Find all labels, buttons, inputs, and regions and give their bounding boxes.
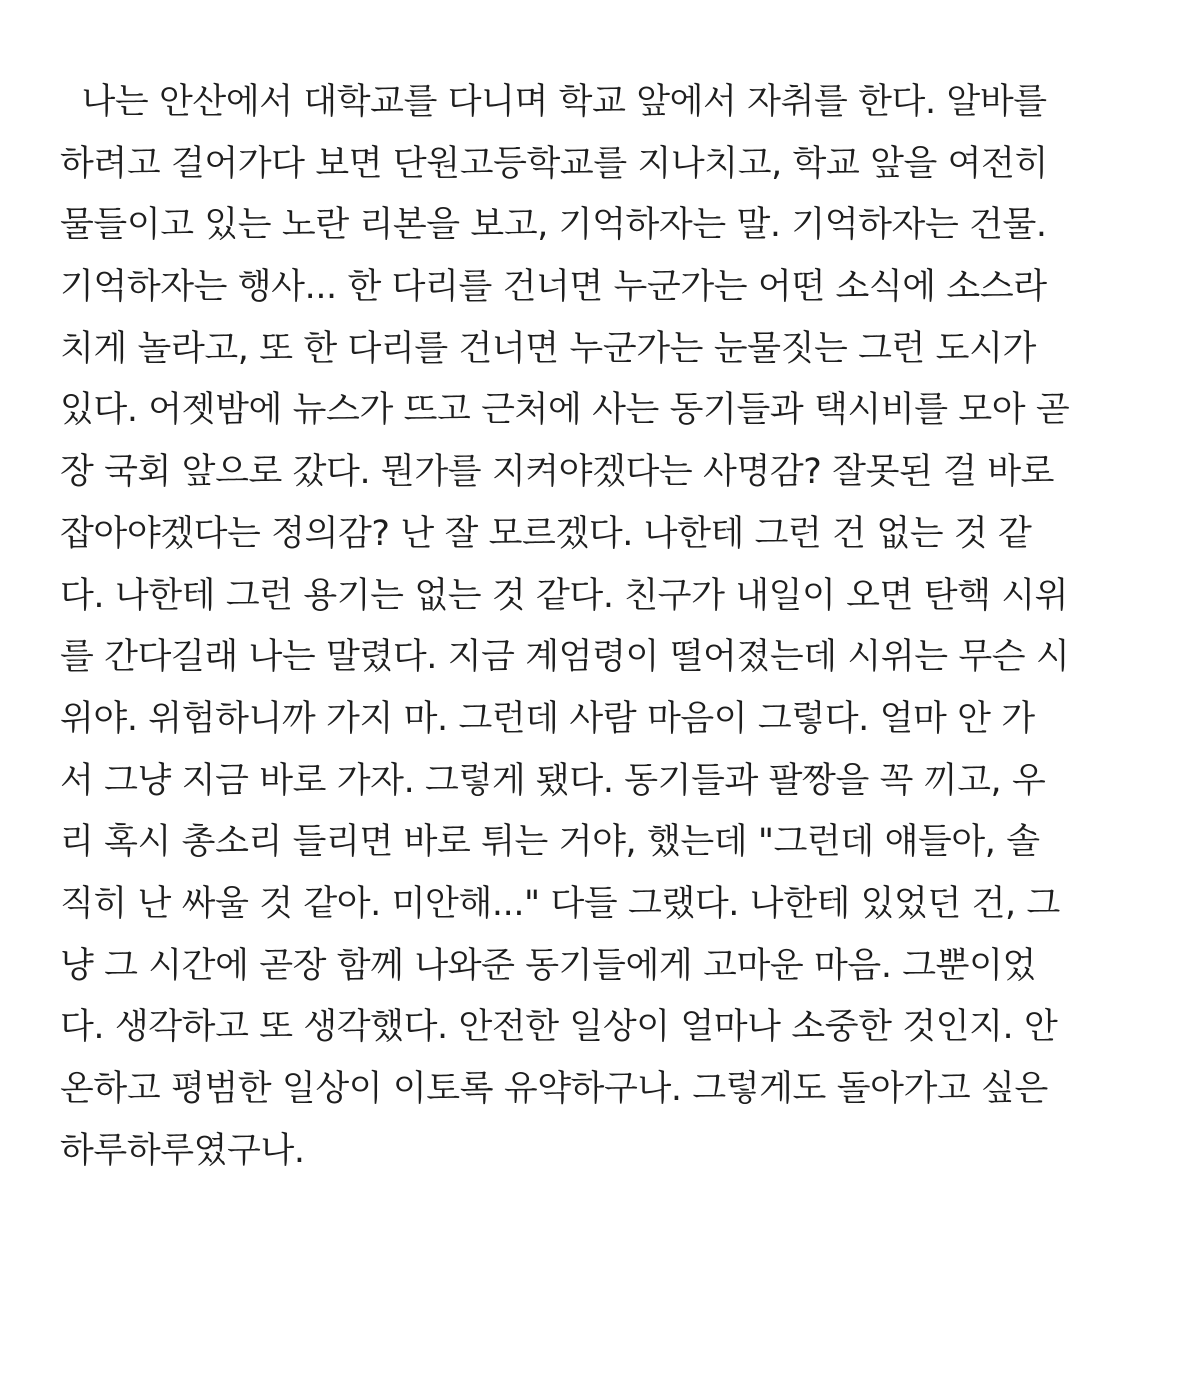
text-line-9: 다. 나한테 그런 용기는 없는 것 같다. 친구가 내일이 오면 탄핵 시위 bbox=[60, 575, 1069, 616]
text-line-5: 치게 놀라고, 또 한 다리를 건너면 누군가는 눈물짓는 그런 도시가 bbox=[60, 328, 1036, 369]
text-line-17: 온하고 평범한 일상이 이토록 유약하구나. 그렇게도 돌아가고 싶은 bbox=[60, 1069, 1048, 1109]
text-line-15: 냥 그 시간에 곧장 함께 나와준 동기들에게 고마운 마음. 그뿐이었 bbox=[60, 945, 1036, 986]
text-line-3: 물들이고 있는 노란 리본을 보고, 기억하자는 말. 기억하자는 건물. bbox=[60, 205, 1047, 246]
text-line-7: 장 국회 앞으로 갔다. 뭔가를 지켜야겠다는 사명감? 잘못된 걸 바로 bbox=[60, 452, 1055, 493]
text-line-11: 위야. 위험하니까 가지 마. 그런데 사람 마음이 그렇다. 얼마 안 가 bbox=[60, 698, 1035, 739]
text-line-13: 리 혹시 총소리 들리면 바로 튀는 거야, 했는데 "그런데 얘들아, 솔 bbox=[60, 822, 1040, 863]
text-line-6: 있다. 어젯밤에 뉴스가 뜨고 근처에 사는 동기들과 택시비를 모아 곧 bbox=[60, 390, 1070, 431]
text-line-8: 잡아야겠다는 정의감? 난 잘 모르겠다. 나한테 그런 건 없는 것 같 bbox=[60, 513, 1032, 554]
text-line-2: 하려고 걸어가다 보면 단원고등학교를 지나치고, 학교 앞을 여전히 bbox=[60, 143, 1048, 184]
text-line-4: 기억하자는 행사... 한 다리를 건너면 누군가는 어떤 소식에 소스라 bbox=[60, 267, 1047, 308]
text-line-1: 나는 안산에서 대학교를 다니며 학교 앞에서 자취를 한다. 알바를 bbox=[60, 82, 1047, 122]
text-line-12: 서 그냥 지금 바로 가자. 그렇게 됐다. 동기들과 팔짱을 꼭 끼고, 우 bbox=[60, 760, 1046, 801]
text-line-18: 하루하루였구나. bbox=[60, 1130, 305, 1171]
text-line-14: 직히 난 싸울 것 같아. 미안해..." 다들 그랬다. 나한테 있었던 건, 그 bbox=[60, 883, 1060, 924]
text-line-10: 를 간다길래 나는 말렸다. 지금 계엄령이 떨어졌는데 시위는 무슨 시 bbox=[60, 637, 1070, 678]
body-text bbox=[60, 72, 1130, 1182]
text-line-16: 다. 생각하고 또 생각했다. 안전한 일상이 얼마나 소중한 것인지. 안 bbox=[60, 1007, 1058, 1048]
